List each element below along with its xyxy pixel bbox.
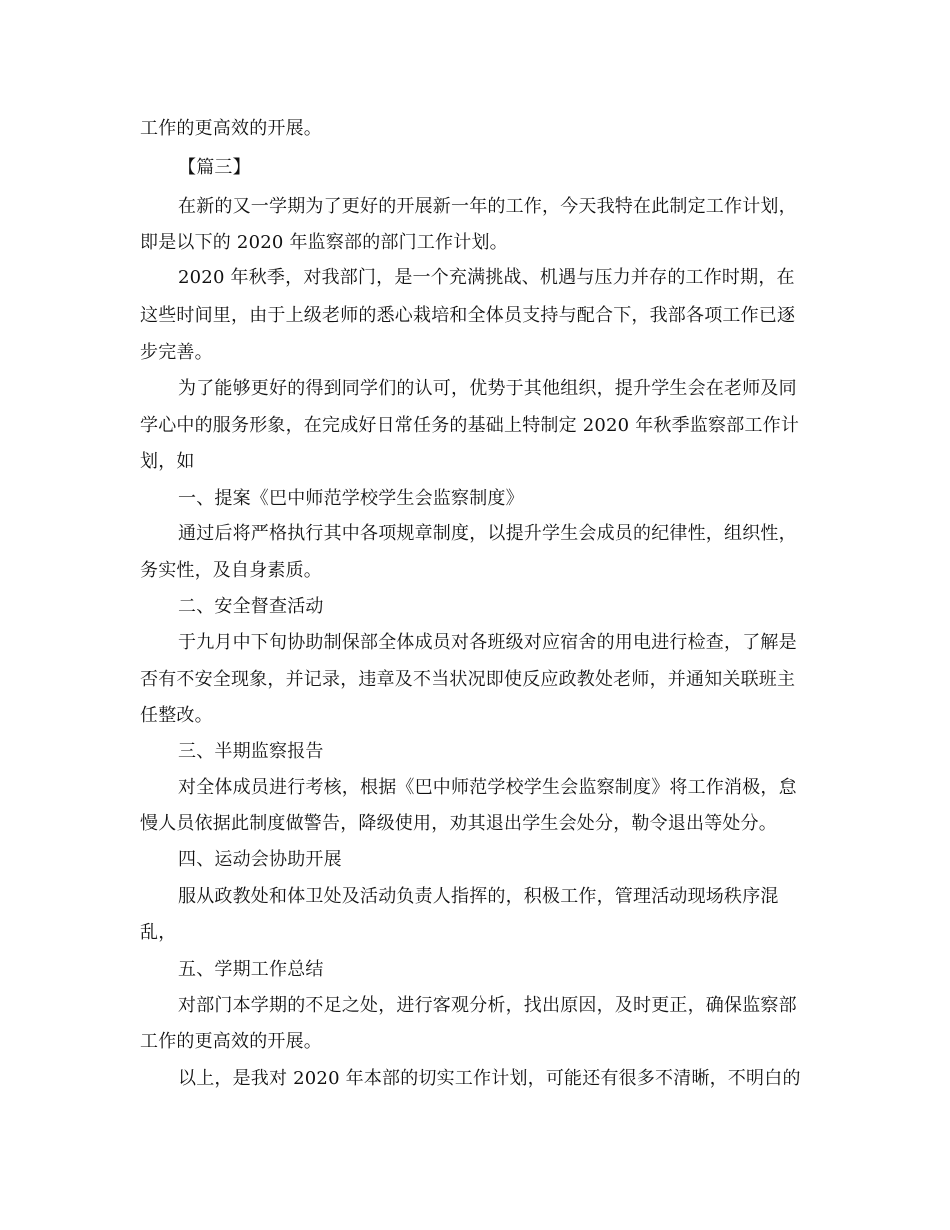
text-line: 务实性，及自身素质。 (140, 560, 322, 581)
text-line: 否有不安全现象，并记录，违章及不当状况即使反应政教处老师，并通知关联班主 (140, 669, 796, 690)
text-line: 服从政教处和体卫处及活动负责人指挥的，积极工作，管理活动现场秩序混 (178, 886, 779, 907)
text-line: 工作的更高效的开展。 (140, 1031, 322, 1052)
text-line: 对部门本学期的不足之处，进行客观分析，找出原因，及时更正，确保监察部 (178, 995, 797, 1016)
section-heading: 【篇三】 (178, 157, 251, 178)
text-line: 在新的又一学期为了更好的开展新一年的工作，今天我特在此制定工作计划， (178, 196, 797, 217)
item-heading: 一、提案《巴中师范学校学生会监察制度》 (178, 488, 524, 509)
text-line: 学心中的服务形象，在完成好日常任务的基础上特制定 2020 年秋季监察部工作计 (140, 415, 800, 436)
text-line: 乱， (140, 922, 177, 943)
text-line: 于九月中下旬协助制保部全体成员对各班级对应宿舍的用电进行检查，了解是 (178, 632, 797, 653)
text-line: 划，如 (140, 451, 195, 472)
text-line: 通过后将严格执行其中各项规章制度，以提升学生会成员的纪律性，组织性， (178, 523, 797, 544)
text-line: 任整改。 (140, 705, 213, 726)
text-line: 对全体成员进行考核，根据《巴中师范学校学生会监察制度》将工作消极，怠 (178, 777, 797, 798)
text-line: 慢人员依据此制度做警告，降级使用，劝其退出学生会处分，勒令退出等处分。 (140, 813, 777, 834)
text-line: 这些时间里，由于上级老师的悉心栽培和全体员支持与配合下，我部各项工作已逐 (140, 305, 796, 326)
text-line: 工作的更高效的开展。 (140, 118, 322, 139)
item-heading: 四、运动会协助开展 (178, 849, 342, 870)
item-heading: 五、学期工作总结 (178, 959, 324, 980)
text-line: 以上，是我对 2020 年本部的切实工作计划，可能还有很多不清晰，不明白的 (178, 1068, 801, 1089)
text-line: 步完善。 (140, 342, 213, 363)
text-line: 即是以下的 2020 年监察部的部门工作计划。 (140, 232, 508, 253)
item-heading: 三、半期监察报告 (178, 741, 324, 762)
text-line: 为了能够更好的得到同学们的认可，优势于其他组织，提升学生会在老师及同 (178, 378, 797, 399)
text-line: 2020 年秋季，对我部门，是一个充满挑战、机遇与压力并存的工作时期，在 (178, 267, 795, 288)
item-heading: 二、安全督查活动 (178, 596, 324, 617)
